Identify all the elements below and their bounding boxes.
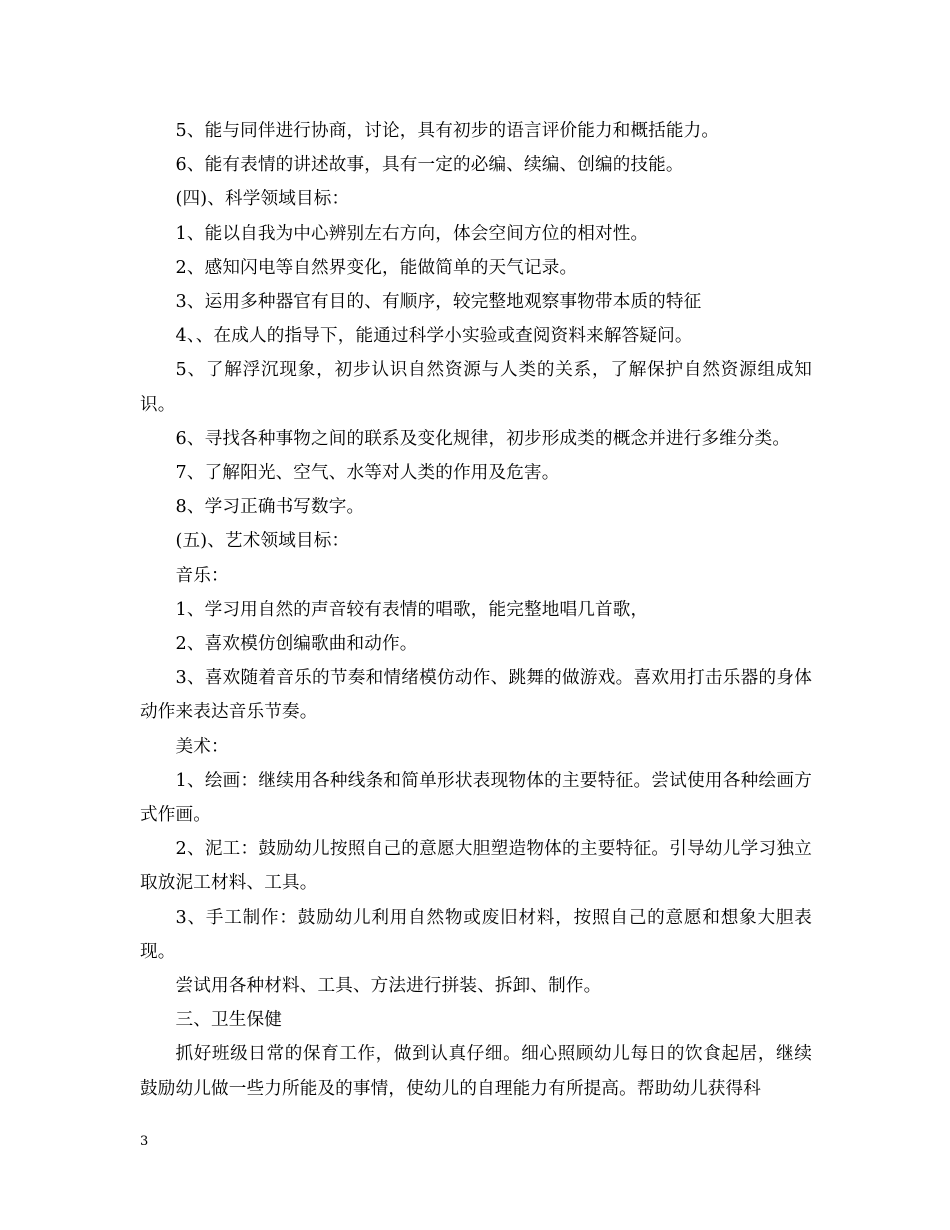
paragraph-handcraft-goal: 3、手工制作：鼓励幼儿利用自然物或废旧材料，按照自己的意愿和想象大胆表现。 xyxy=(140,907,812,962)
paragraph-cooperation-goal: 5、能与同伴进行协商，讨论，具有初步的语言评价能力和概括能力。 xyxy=(175,121,720,141)
paragraph-floating-goal: 5、了解浮沉现象，初步认识自然资源与人类的关系，了解保护自然资源组成知识。 xyxy=(140,360,812,415)
subheading-music: 音乐： xyxy=(175,565,229,586)
paragraph-observation-goal: 3、运用多种器官有目的、有顺序，较完整地观察事物带本质的特征 xyxy=(175,292,702,313)
paragraph-direction-goal: 1、能以自我为中心辨别左右方向，体会空间方位的相对性。 xyxy=(175,223,649,244)
paragraph-assembly-goal: 尝试用各种材料、工具、方法进行拼装、拆卸、制作。 xyxy=(175,976,602,997)
heading-health-care: 三、卫生保健 xyxy=(175,1010,282,1031)
paragraph-storytelling-goal: 6、能有表情的讲述故事，具有一定的必编、续编、创编的技能。 xyxy=(175,155,684,176)
paragraph-health-care: 抓好班级日常的保育工作，做到认真仔细。细心照顾幼儿每日的饮食起居，继续鼓励幼儿做一些力所能及的事情，使幼儿的自理能力有所提高。帮助幼儿获得科 xyxy=(140,1044,812,1099)
paragraph-weather-goal: 2、感知闪电等自然界变化，能做简单的天气记录。 xyxy=(175,257,578,278)
paragraph-imitation-goal: 2、喜欢模仿创编歌曲和动作。 xyxy=(175,634,418,655)
paragraph-rhythm-goal: 3、喜欢随着音乐的节奏和情绪模仿动作、跳舞的做游戏。喜欢用打击乐器的身体动作来表达音乐节奏。 xyxy=(140,668,812,723)
paragraph-sunlight-goal: 7、了解阳光、空气、水等对人类的作用及危害。 xyxy=(175,463,560,484)
paragraph-singing-goal: 1、学习用自然的声音较有表情的唱歌，能完整地唱几首歌， xyxy=(175,599,649,620)
paragraph-classification-goal: 6、寻找各种事物之间的联系及变化规律，初步形成类的概念并进行多维分类。 xyxy=(175,428,791,449)
page-number: 3 xyxy=(140,1134,149,1149)
heading-art-goals: (五)、艺术领域目标： xyxy=(175,531,350,552)
paragraph-drawing-goal: 1、绘画：继续用各种线条和简单形状表现物体的主要特征。尝试使用各种绘画方式作画。 xyxy=(140,770,812,826)
paragraph-numbers-goal: 8、学习正确书写数字。 xyxy=(175,497,365,518)
heading-science-goals: (四)、科学领域目标： xyxy=(175,189,350,210)
paragraph-clay-goal: 2、泥工：鼓励幼儿按照自己的意愿大胆塑造物体的主要特征。引导幼儿学习独立取放泥工材料、工具。 xyxy=(140,839,812,894)
document-body xyxy=(140,114,812,1106)
paragraph-experiment-goal: 4、、在成人的指导下，能通过科学小实验或查阅资料来解答疑问。 xyxy=(175,326,693,347)
subheading-fine-arts: 美术： xyxy=(175,736,229,757)
